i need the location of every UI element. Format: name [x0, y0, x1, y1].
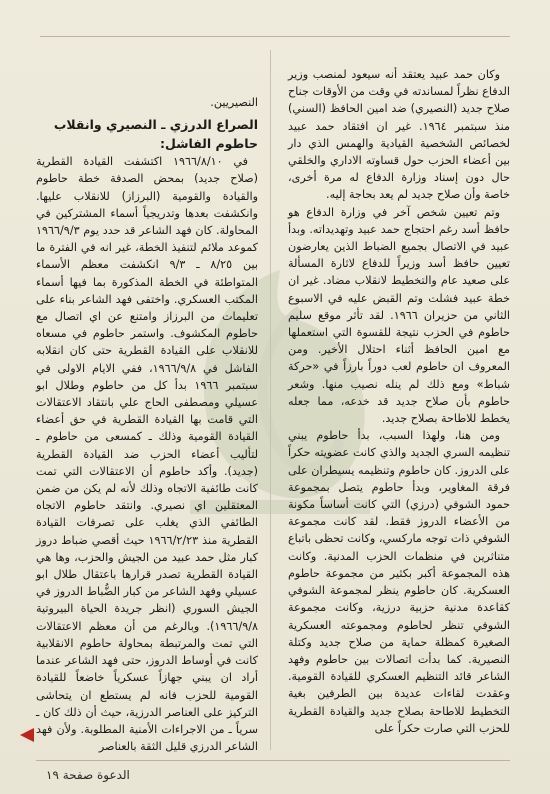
top-rule: [40, 36, 510, 37]
section-heading: الصراع الدرزي ـ النصيري وانقلاب حاطوم الفاشل:: [53, 117, 258, 152]
footer-rule: [36, 760, 510, 761]
column-divider: [270, 50, 271, 750]
right-column: [288, 66, 510, 737]
continued-text: النصيريين.: [210, 96, 258, 109]
right-paragraph-2: وتم تعيين شخص آخر في وزارة الدفاع هو حافظ أسد رغم احتجاج حمد عبيد وتهديداته. وبدأ عبيد في الاتصال بجميع الضباط الذين يعارضون تعيين حافظ أسد وزيراً للدفاع لاثارة المسألة على صعيد عام والتخطيط لانقلاب مضاد. غير ان خطة عبيد فشلت وتم القبض عليه في الاسبوع الثاني من حزيران ١٩٦٦. لقد تأثر موقع سليم حاطوم في الحزب نتيجة للقسوة التي استعملها مع امين الحافظ أثناء احتلال الأخير. ومن المعروف ان حاطوم لعب دوراً بارزاً في «حركة شباط» ومع ذلك لم ينله نصيب منها. وشعر حاطوم بأن صلاح جديد قد خدعه، مما جعله يخطط للاطاحة بصلاح جديد.: [288, 205, 510, 426]
left-paragraph-1: في ١٩٦٦/٨/١٠ اكتشفت القيادة القطرية (صلاح جديد) بمحض الصدفة خطة حاطوم والقيادة والقومية (البرزاز) للانقلاب عليها. وانكشفت بعدها وتدريجياً أسماء المشتركين في المحاولة. كان فهد الشاعر قد حدد يوم ١٩٦٦/٩/٣ كموعد ملائم لتنفيذ الخطة، غير انه في الفترة ما بين ٨/٢٥ ـ ٩/٣ انكشفت معظم الأسماء المتواطئة في الخطة المذكورة بما فيها أسماء المكتب العسكري. واختفى فهد الشاعر بناء على تعليمات من البرزاز وامتنع عن اي اتصال مع حاطوم المكشوف. واستمر حاطوم في مسعاه للانقلاب على القيادة القطرية حتى كان انقلابه الفاشل في ١٩٦٦/٩/٨، ففي الايام الاولى في سبتمبر ١٩٦٦ بدأ كل من حاطوم وطلال ابو عسيلي ومصطفى الحاج علي بانتقاد الاعتقالات التي قامت بها القيادة القطرية في حق أعضاء القيادة القومية وذلك ـ كمسعى من حاطوم ـ لتأليب أعضاء الحزب ضد القيادة القطرية (جديد). وأكد حاطوم أن الاعتقالات التي تمت كانت طائفية الاتجاه وذلك لأنه لم يكن من ضمن المعتقلين اي نصيري. وانتقد حاطوم الاتجاه الطائفي الذي يغلب على تصرفات القيادة القطرية منذ ١٩٦٦/٢/٢٣ حيث أقصي ضباط دروز كبار مثل حمد عبيد من الجيش والحزب، وها هي القيادة القطرية تصدر قرارها باعتقال طلال ابو عسيلي وفهد الشاعر من كبار الضُّباط الدروز في الجيش السوري (انظر جريدة الحياة البيروتية ١٩٦٦/٩/٨). وبالرغم من أن معظم الاعتقالات التي تمت والمرتبطة بمحاولة حاطوم الانقلابية كانت في أوساط الدروز، حتى فهد الشاعر عندما أراد ان يبني جهازاً عسكرياً خاضعاً للقيادة القومية للحزب فانه لم يستطع ان يتحاشى التركيز على العناصر الدرزية، حيث أن ذلك كان ـ سرياً ـ من الاجراءات الأمنية المطلوبة. ولأن فهد الشاعر الدرزي قليل الثقة بالعناصر: [36, 155, 258, 754]
page-footer: الدعوة صفحة ١٩: [46, 768, 130, 782]
right-paragraph-3: ومن هنا، ولهذا السبب، بدأ حاطوم يبني تنظيمه السري الجديد والذي كانت عضويته حكراً على الدروز. كان حاطوم وتنظيمه يسيطران على فرقة المغاوير، وبدأ حاطوم يتصل بمجموعة حمود الشوفي (درزي) التي كانت أساساً مكونة من الأعضاء الدروز فقط. لقد كانت مجموعة الشوفي ذات توجه ماركسي، وكانت تحظى باتباع متناثرين في منظمات الحزب المدنية. وكانت هذه المجموعة أكبر بكثير من مجموعة حاطوم العسكرية. كان حاطوم ينظر لمجموعة الشوفي كقاعدة مدنية حزبية درزية، وكانت مجموعة الشوفي تنظر لحاطوم ومجموعته العسكرية الصغيرة كمظلة حماية من صلاح جديد وكتلة النصيرية. كما بدأت اتصالات بين حاطوم وفهد الشاعر قائد التنظيم العسكري للقيادة القومية. وعقدت لقاءات عديدة بين الطرفين بغية التخطيط للاطاحة بصلاح جديد والقيادة القطرية للحزب التي صارت حكراً على: [288, 429, 510, 735]
left-column: [36, 94, 258, 755]
continue-arrow-icon: [20, 728, 34, 742]
right-paragraph-1: وكان حمد عبيد يعتقد أنه سيعود لمنصب وزير الدفاع نظراً لمساندته في وقت من الأوقات جناح صلاح جديد (النصيري) ضد امين الحافظ (السني) منذ سبتمبر ١٩٦٤. غير ان افتقاد حمد عبيد لخصائص الشخصية القيادية والهمس الذي دار بين أعضاء الحزب حول قساوته الاداري والخلقي حال دون إسناد وزارة الدفاع له مرة أخرى، خاصة وأن صلاح جديد لم يعد بحاجة إليه.: [288, 68, 510, 202]
